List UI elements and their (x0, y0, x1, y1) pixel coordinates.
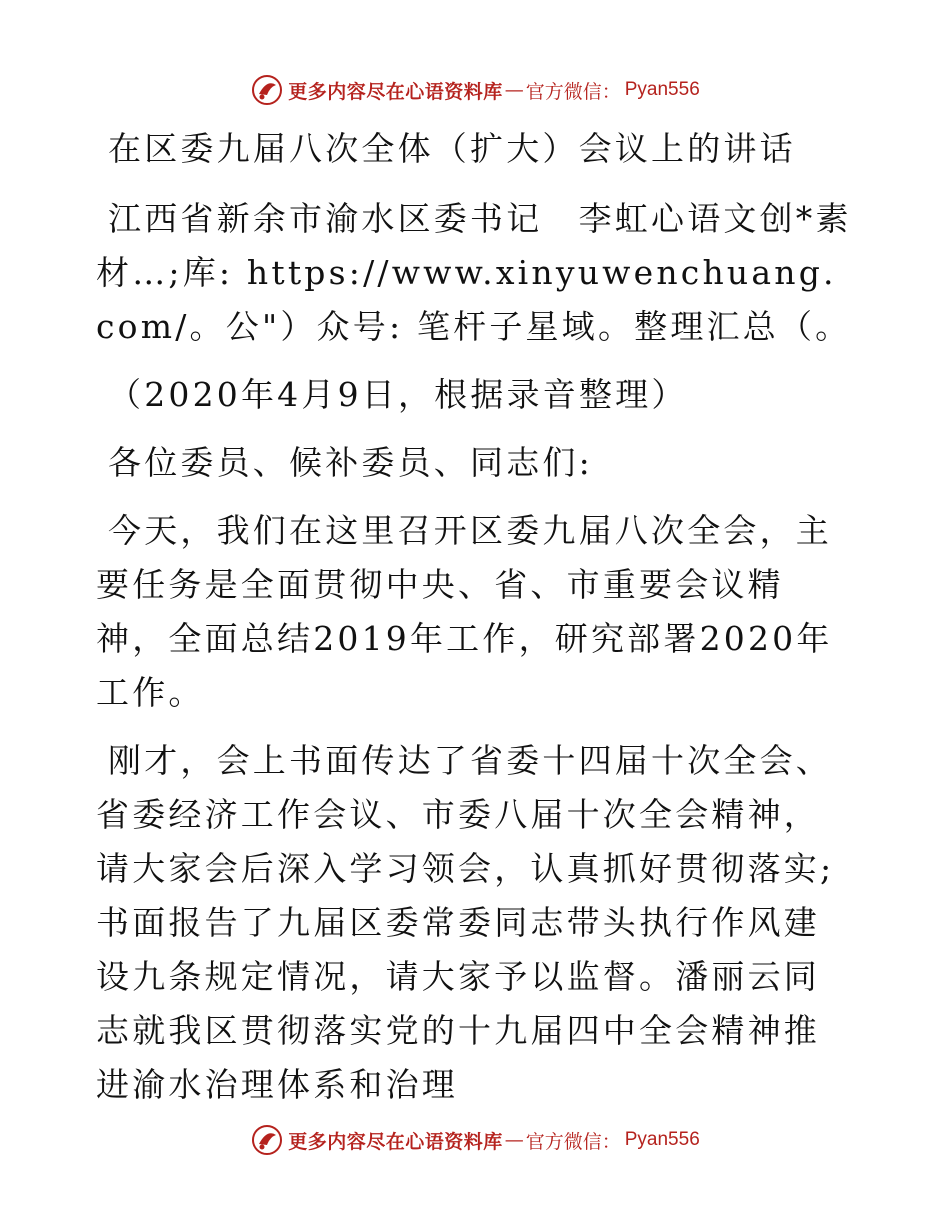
document-body (96, 122, 856, 1126)
author-line: 江西省新余市渝水区委书记 李虹心语文创*素材…;库: https://www.xinyuwenchuang.com/。公"）众号: 笔杆子星域。整理汇总（。 (96, 199, 852, 346)
banner-wechat-id: Pyan556 (624, 1129, 700, 1150)
footer-banner (0, 1120, 950, 1160)
brand-logo-icon (250, 73, 284, 107)
header-banner (0, 70, 950, 110)
banner-separator: — (504, 1129, 524, 1151)
banner-main-text: 更多内容尽在心语资料库 (288, 1130, 503, 1153)
paragraph-2: 刚才，会上书面传达了省委十四届十次全会、省委经济工作会议、市委八届十次全会精神，请大家会后深入学习领会，认真抓好贯彻落实; 书面报告了九届区委常委同志带头执行作风建设九条规定情况，请大家予以监督。潘丽云同志就我区贯彻落实党的十九届四中全会精神推进渝水治理体系和治理 (96, 741, 835, 1104)
banner-wechat-id: Pyan556 (624, 79, 700, 100)
banner-separator: — (504, 79, 524, 101)
banner-official-label: 官方微信： (525, 1130, 621, 1153)
paragraph-1: 今天，我们在这里召开区委九届八次全会，主要任务是全面贯彻中央、省、市重要会议精神，全面总结2019年工作，研究部署2020年工作。 (96, 511, 833, 712)
banner-official-label: 官方微信： (525, 80, 621, 103)
brand-logo-icon (250, 1123, 284, 1157)
salutation: 各位委员、候补委员、同志们: (108, 443, 593, 482)
banner-main-text: 更多内容尽在心语资料库 (288, 80, 503, 103)
document-title: 在区委九届八次全体（扩大）会议上的讲话 (108, 129, 796, 168)
date-line: （2020年4月9日，根据录音整理） (108, 375, 688, 414)
